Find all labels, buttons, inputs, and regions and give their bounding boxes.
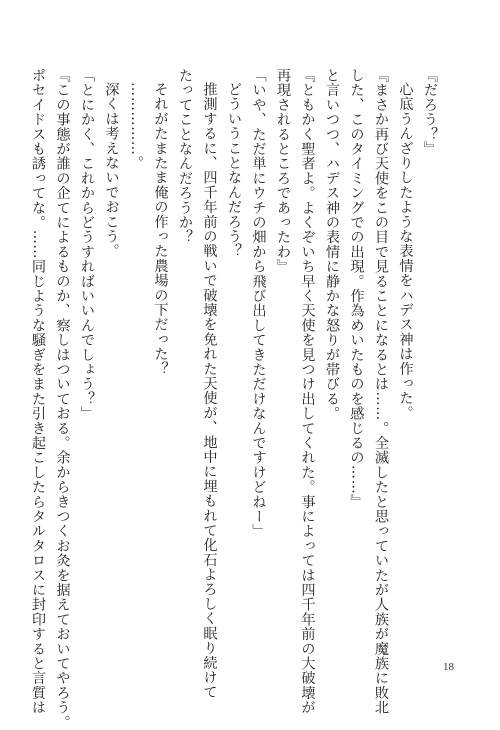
text-line: 推測するに、四千年前の戦いで破壊を免れた天使が、地中に埋もれて化石よろしく眠り続けて (201, 82, 218, 700)
text-line: 『だろう？』 (422, 68, 438, 157)
text-line: 深くは考えないでおこう。 (103, 82, 120, 259)
text-line: どういうことなんだろう？ (226, 82, 242, 259)
text-line: 心底うんざりしたような表情をハデス神は作った。 (397, 82, 414, 421)
text-line: ポセイドスも誘ってな。……同じような騒ぎをまた引き起こしたらタルタロスに封印すると言質は (30, 68, 46, 715)
text-line: 『まさか再び天使をこの目で見ることになるとは……。全滅したと思っていたが人族が魔族に敗北 (373, 68, 389, 715)
text-line: それがたまたま俺の作った農場の下だった？ (152, 82, 169, 377)
vertical-text-body (30, 68, 442, 730)
text-line: 再現されるところであったわ』 (275, 68, 291, 274)
text-line: 「いや、ただ単にウチの畑から飛び出してきただけなんですけどねー」 (250, 68, 267, 539)
text-line: たってことなんだろうか？ (177, 68, 193, 245)
text-line: と言いつつ、ハデス神の表情に静かな怒りが帯びる。 (324, 68, 340, 421)
text-line: 『ともかく聖者よ。よくぞいち早く天使を見つけ出してくれた。事によっては四千年前の大破壊が (299, 68, 316, 715)
text-line: 「とにかく、これからどうすればいいんでしょう？」 (79, 68, 95, 421)
text-line: 『この事態が誰の企てによるものか、察しはついておる。余からきつくお灸を据えておいてやろう。 (54, 68, 71, 730)
text-line: ……………。 (128, 82, 144, 171)
page-number: 18 (443, 661, 454, 673)
text-line: した、このタイミングでの出現。作為めいたものを感じるの……』 (348, 68, 365, 509)
